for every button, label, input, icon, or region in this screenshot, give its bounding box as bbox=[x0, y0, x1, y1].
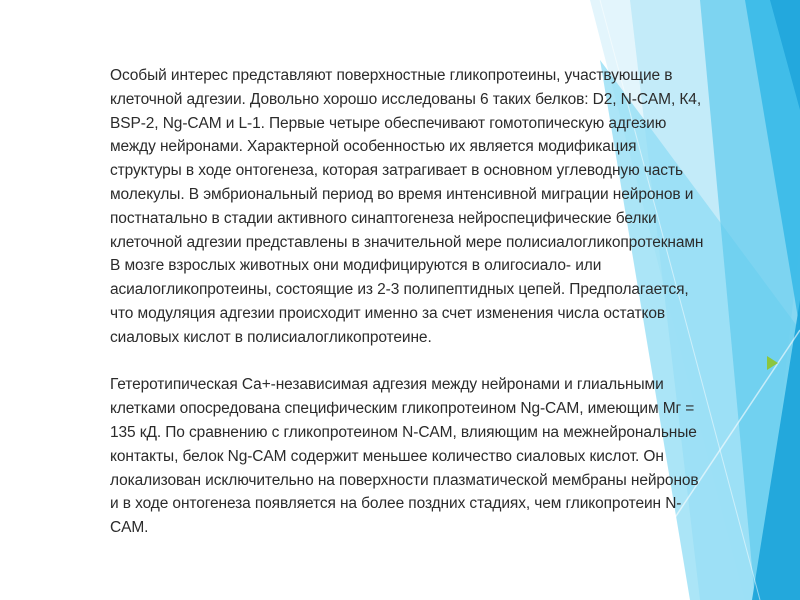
paragraph-adhesion-glycoproteins: Особый интерес представляют поверхностные гликопротеины, участвующие в клеточной адгезии. Довольно хорошо исследованы 6 таких белков: D2, N-CAM, К4, BSP-2, Ng-CAM и L-1. Первые четыре обеспечивают гомотопическую адгезию между нейронами. Характерной особенностью их является модификация структуры в ходе онтогенеза, которая затрагивает в основном углеводную часть молекулы. В эмбриональный период во время интенсивной миграции нейронов и постнатально в стадии активного синаптогенеза нейроспецифические белки клеточной адгезии представлены в значительной мере полисиалогликопротекнамн В мозге взрослых животных они модифицируются в олигосиало- или асиалогликопротеины, состоящие из 2-3 полипептидных цепей. Предполагается, что модуляция адгезии происходит именно за счет изменения числа остатков сиаловых кислот в полисиалогликопротеине. bbox=[110, 67, 704, 346]
slide-body-text bbox=[110, 64, 710, 540]
paragraph-ng-cam: Гетеротипическая Са+-независимая адгезия между нейронами и глиальными клетками опосредована специфическим гликопротеином Ng-CAM, имеющим Мг = 135 кД. По сравнению с гликопротеином N-CAM, влияющим на межнейрональные контакты, белок Ng-CAM содержит меньшее количество сиаловых кислот. Он локализован исключительно на поверхности плазматической мембраны нейронов и в ходе онтогенеза появляется на более поздних стадиях, чем гликопротеин N-CAM. bbox=[110, 376, 699, 537]
